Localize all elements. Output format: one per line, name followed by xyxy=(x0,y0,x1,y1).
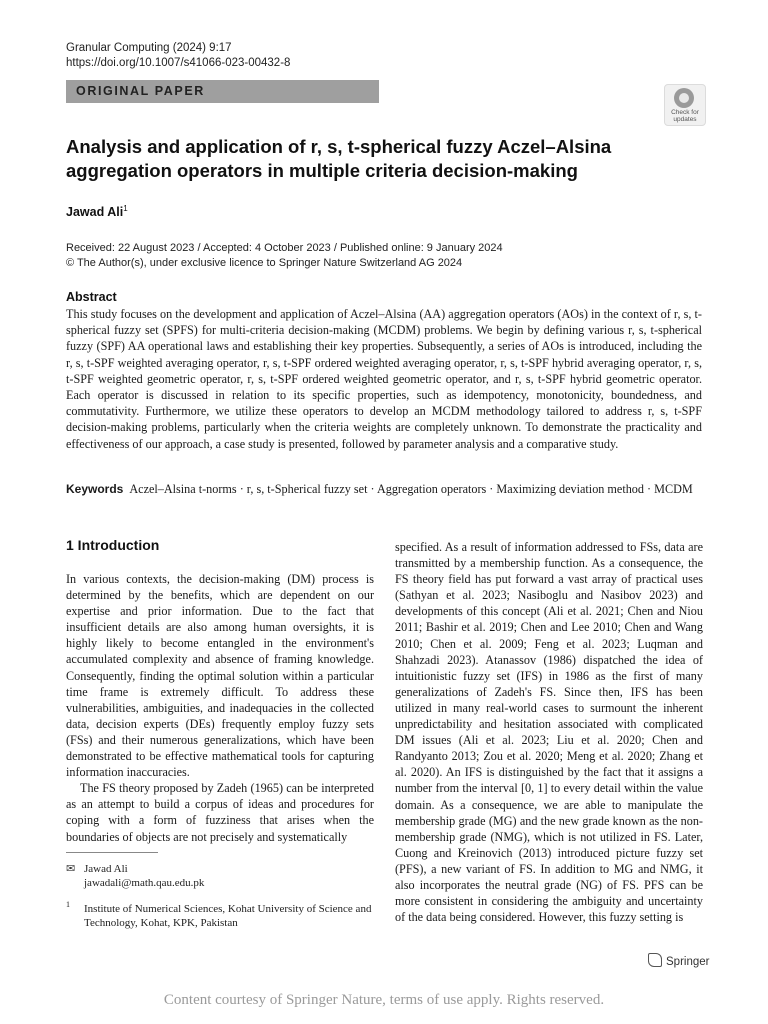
publisher-name: Springer xyxy=(666,956,710,968)
article-type-label: ORIGINAL PAPER xyxy=(76,84,205,98)
intro-paragraph: The FS theory proposed by Zadeh (1965) can be interpreted as an attempt to build a corpus of ideas and procedures for coping with a form of fuzziness that arises when the boundaries of objects are not precisely and systematically xyxy=(66,781,374,844)
abstract-text: This study focuses on the development and application of Aczel–Alsina (AA) aggregation operators (AOs) in the context of r, s, t-spherical fuzzy set (SPFS) for multi-criteria decision-making (MCDM) problems. We begin by defining various r, s, t-spherical fuzzy (SPF) AA operational laws and establishing their key properties. Subsequently, a series of AOs is introduced, including the r, s, t-SPF weighted averaging operator, r, s, t-SPF ordered weighted averaging operator, r, s, t-SPF hybrid averaging operator, r, s, t-SPF weighted geometric operator, r, s, t-SPF ordered weighted geometric operator, and r, s, t-SPF hybrid geometric operator. Each operator is discussed in relation to its specific properties, such as idempotency, monotonicity, boundedness, and commutativity. Furthermore, we utilize these operators to develop an MCDM methodology tailored to address r, s, t-SPF decision-making problems, particularly when the criteria weights are completely unknown. To demonstrate the practicality and effectiveness of our approach, a case study is presented, followed by parameter analysis and a comparative study. xyxy=(66,307,702,451)
footnote-divider xyxy=(66,852,158,853)
copyright-notice: © The Author(s), under exclusive licence to Springer Nature Switzerland AG 2024 xyxy=(66,257,463,269)
keywords-list: Aczel–Alsina t-norms · r, s, t-Spherical fuzzy set · Aggregation operators · Maximizing deviation method · MCDM xyxy=(129,482,693,496)
crossmark-icon xyxy=(674,88,694,108)
abstract-heading: Abstract xyxy=(66,290,117,304)
intro-right-column xyxy=(395,539,703,925)
affiliation-number: 1 xyxy=(66,900,70,909)
affiliation-text: Institute of Numerical Sciences, Kohat University of Science and Technology, Kohat, KPK, Pakistan xyxy=(84,903,372,929)
publication-dates: Received: 22 August 2023 / Accepted: 4 October 2023 / Published online: 9 January 2024 xyxy=(66,242,503,254)
envelope-icon: ✉ xyxy=(66,863,76,875)
author-name xyxy=(66,204,128,219)
keywords-label: Keywords xyxy=(66,482,124,496)
article-type-banner xyxy=(66,80,379,103)
springer-horse-icon xyxy=(648,953,662,967)
paper-title: Analysis and application of r, s, t-spherical fuzzy Aczel–Alsina aggregation operators in multiple criteria decision-making xyxy=(66,136,612,181)
check-for-updates-label: Check for updates xyxy=(671,109,699,123)
keywords xyxy=(66,481,702,497)
corresponding-author-email[interactable]: jawadali@math.qau.edu.pk xyxy=(84,877,205,889)
courtesy-notice: Content courtesy of Springer Nature, terms of use apply. Rights reserved. xyxy=(163,992,605,1008)
journal-citation: Granular Computing (2024) 9:17 xyxy=(66,42,232,54)
author-name-text: Jawad Ali xyxy=(66,205,124,220)
author-affiliation-marker: 1 xyxy=(123,204,128,213)
section-heading-introduction: 1 Introduction xyxy=(66,537,160,553)
corresponding-author-name: Jawad Ali xyxy=(84,863,128,875)
intro-paragraph: In various contexts, the decision-making (DM) process is determined by the benefits, which are dependent on our expertise and prior information. Due to the fact that insufficient details are also among human oversights, it is highly likely to become entangled in the environment's accumulated complexity and absence of framing knowledge. Consequently, finding the optimal solution within a particular time frame is extremely difficult. To address these vulnerabilities, ambiguities, and inadequacies in the collected data, decision experts (DEs) frequently employ fuzzy sets (FSs) and their numerous generalizations, which have been demonstrated to be effective mathematical tools for capturing information inaccuracies. xyxy=(66,572,374,780)
intro-left-column xyxy=(66,571,374,845)
intro-paragraph: specified. As a result of information addressed to FSs, data are transmitted by a membership function. As a consequence, the FS theory field has put forward a vast array of practical uses (Sathyan et al. 2023; Nasiboglu and Nasibov 2023) and developments of this concept (Ali et al. 2021; Chen and Niou 2011; Bashir et al. 2019; Chen and Lee 2010; Chen and Wang 2010; Chen et al. 2009; Feng et al. 2023; Luqman and Shahzadi 2023). Atanassov (1986) dispatched the idea of intuitionistic fuzzy set (IFS) in 1986 as the first of many generalizations of Zadeh's FS. Since then, IFS has been utilized in many real-world cases to surmount the inherent unpredictability and hesitation associated with complicated DM issues (Ali et al. 2023; Liu et al. 2020; Chen and Randyanto 2013; Zou et al. 2020; Meng et al. 2020; Zhang et al. 2020). An IFS is distinguished by the fact that it assigns a number from the interval [0, 1] to every detail within the value domain. As a consequence, we are able to manipulate the membership grade (MG) and the new grade known as the non-membership grade (NMG), which is not utilized in FS. Later, Cuong and Kreinovich (2013) introduced picture fuzzy set (PFS), a new variant of FS. In addition to MG and NMG, it also incorporates the neutral grade (NG) of FS. PFS can be more consistent in considering the ambiguity and uncertainty of the data being considered. However, this fuzzy setting is xyxy=(395,540,703,925)
check-for-updates-badge[interactable] xyxy=(664,84,706,126)
doi-link[interactable]: https://doi.org/10.1007/s41066-023-00432-8 xyxy=(66,57,291,69)
springer-logo xyxy=(648,953,709,968)
